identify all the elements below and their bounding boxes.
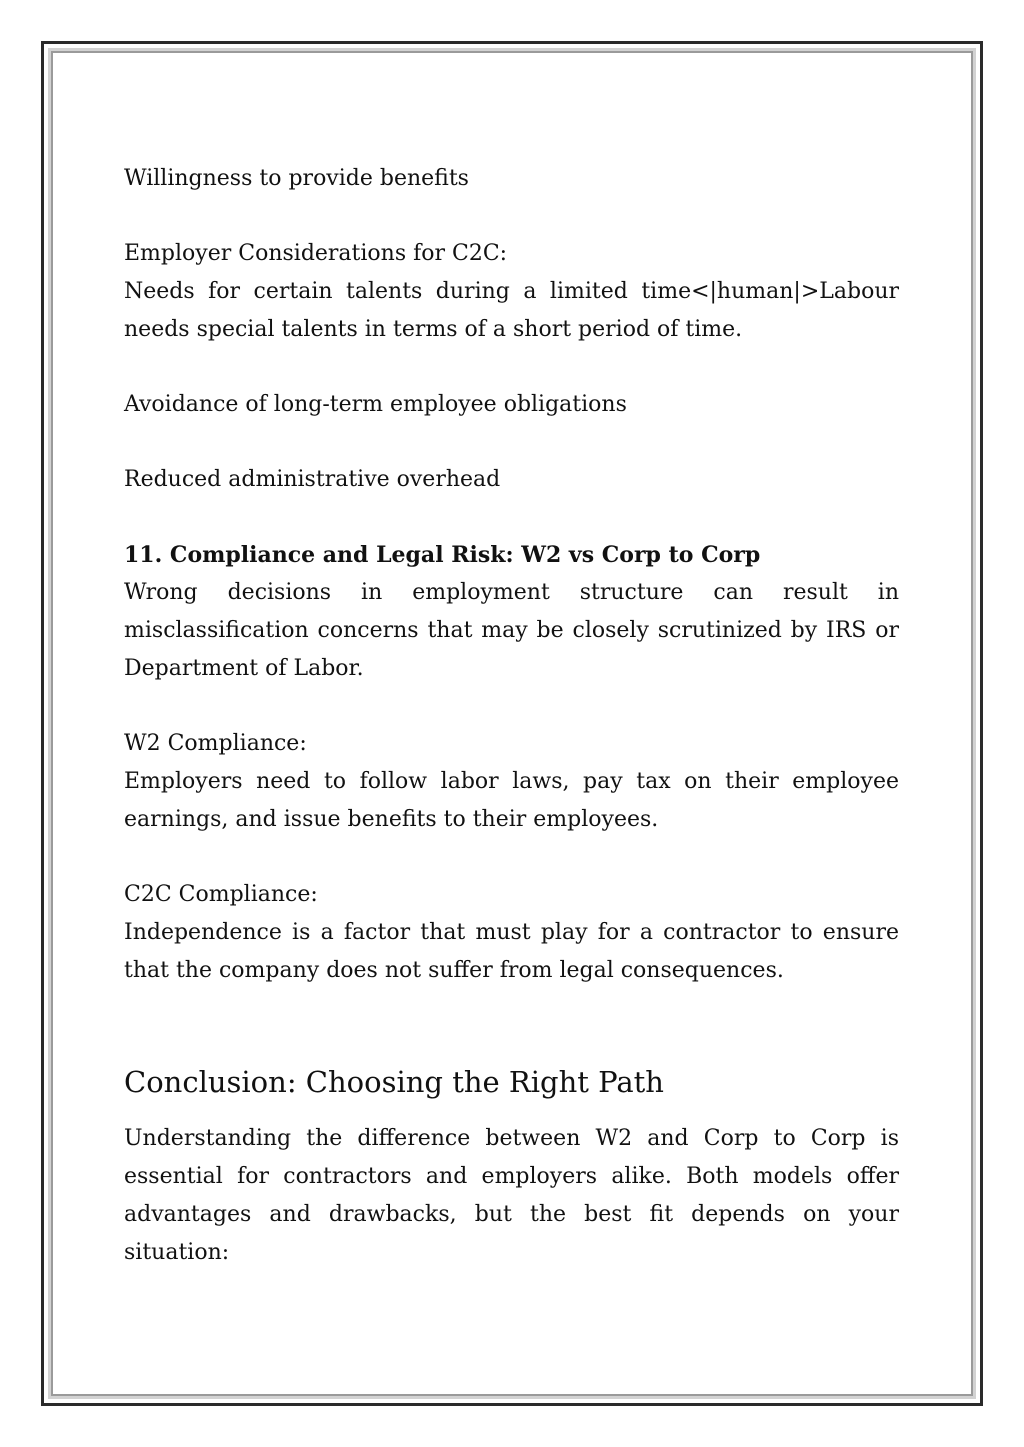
- document-body: [124, 160, 899, 1272]
- employer-considerations-text: Needs for certain talents during a limited time<|human|>Labour needs special talents in terms of a short period of time.: [124, 279, 899, 342]
- section-11-heading: 11. Compliance and Legal Risk: W2 vs Corp to Corp: [124, 542, 761, 568]
- c2c-compliance-text: Independence is a factor that must play for a contractor to ensure that the company does not suffer from legal consequences.: [124, 920, 899, 983]
- conclusion-text: Understanding the difference between W2 and Corp to Corp is essential for contractors and employers alike. Both models offer advantages and drawbacks, but the best fit depends on your situation:: [124, 1126, 899, 1265]
- conclusion-heading: Conclusion: Choosing the Right Path: [124, 1065, 664, 1099]
- avoidance-line: Avoidance of long-term employee obligations: [124, 392, 627, 417]
- c2c-compliance-heading: C2C Compliance:: [124, 882, 318, 907]
- section-11-text: Wrong decisions in employment structure can result in misclassification concerns that may be closely scrutinized by IRS or Department of Labor.: [124, 580, 899, 681]
- w2-compliance-heading: W2 Compliance:: [124, 731, 307, 756]
- benefits-line: Willingness to provide benefits: [124, 166, 469, 191]
- reduced-overhead-line: Reduced administrative overhead: [124, 467, 501, 492]
- w2-compliance-text: Employers need to follow labor laws, pay tax on their employee earnings, and issue benefits to their employees.: [124, 769, 899, 832]
- employer-considerations-heading: Employer Considerations for C2C:: [124, 241, 508, 266]
